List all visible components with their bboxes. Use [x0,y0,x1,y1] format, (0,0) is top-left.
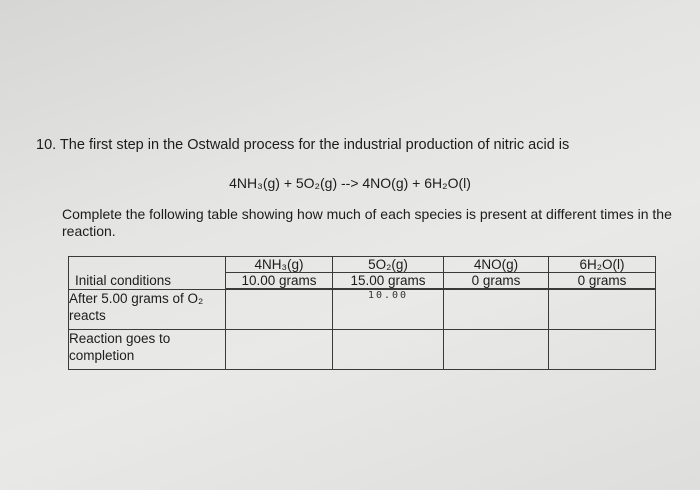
row-label-cell [69,257,226,290]
cell-blank [226,290,333,330]
cell-blank [333,330,444,370]
row-label-initial: Initial conditions [75,273,172,288]
table-row [69,290,656,330]
species-label: 6H₂O(l) [549,257,655,273]
handwritten-value: 10.00 [333,290,444,330]
cell-blank [444,290,549,330]
initial-amount: 10.00 grams [241,273,317,288]
cell-blank [549,290,656,330]
reaction-table [68,256,656,370]
cell-blank [226,330,333,370]
column-header-nh3 [226,257,333,289]
cell-blank [549,330,656,370]
species-label: 5O₂(g) [333,257,443,273]
species-label: 4NH₃(g) [226,257,332,273]
column-header-o2 [333,257,444,289]
row-label-after-5g: After 5.00 grams of O₂ reacts [69,290,226,330]
table-row [69,257,656,289]
initial-amount: 0 grams [577,273,627,288]
row-label-completion: Reaction goes to completion [69,330,226,370]
column-header-no [444,257,549,289]
instruction-text: Complete the following table showing how much of each species is present at different times in the reaction. [62,206,672,239]
question-text: 10. The first step in the Ostwald process for the industrial production of nitric acid is [36,137,570,153]
table-row [69,330,656,370]
column-header-h2o [549,257,656,289]
initial-amount: 0 grams [471,273,521,288]
cell-blank [444,330,549,370]
chemical-equation: 4NH₃(g) + 5O₂(g) --> 4NO(g) + 6H₂O(l) [229,175,471,191]
initial-amount: 15.00 grams [350,273,426,288]
species-label: 4NO(g) [444,257,548,273]
